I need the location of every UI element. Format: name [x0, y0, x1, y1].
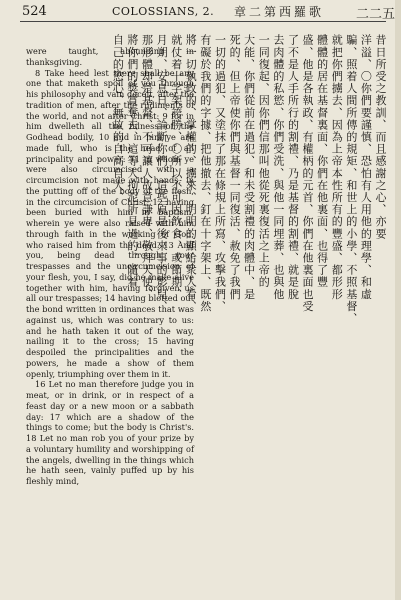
- chinese-column: 洋溢、〇你們要謹慎、恐怕有人用他的理學、和虛: [359, 34, 373, 301]
- page-edge: [395, 0, 401, 600]
- chinese-text-block: [111, 34, 387, 594]
- english-paragraph: 8 Take heed lest there shall be any one that maketh spoil of you through his philosophy and vain deceit, after the tradition of men, after the rudiments of the world, and not after Christ: 9 for in him dwelleth all the fulness of the Godhead bodily, 10 and in him ye are made full, who is the head of all principality and power: 11 in whom ye were also circumcised with a circumcision not made with hands, in the putting off of the body of the flesh, in the circumcision of Christ; 12 having been buried with him in baptism, wherein ye were also raised with him through faith in the working of God, who raised him from the dead. 13 And you, being dead through your trespasses and the uncircumcision of your flesh, you, I say, did he make alive together with him, having forgiven us all our trespasses; 14 having blotted out the bond written in ordinances that was against us, which was contrary to us: and he hath taken it out of the way, nailing it to the cross; 15 having despoiled the principalities and the powers, he made a show of them openly, triumphing over them in it.: [26, 67, 194, 379]
- english-paragraph: 16 Let no man therefore judge you in meat, or in drink, or in respect of a feast day or a new moon or a sabbath day: 17 which are a shadow of the things to come; but the body is Christ's. 18 Let no man rob you of your prize by a voluntary humility and worshipping of the angels, dwelling in the things which he hath seen, vainly puffed up by his fleshly mind,: [26, 379, 194, 486]
- chinese-column: 去肉體的私慾、你們受洗、與他一同埋葬、也與他: [271, 34, 285, 301]
- chinese-column: 大能、你們從前在過犯、和未受割禮的肉體中、是: [242, 34, 256, 301]
- chinese-column: 就仗着十字架誇勝、〇所以不可因飲食、或節期、: [169, 34, 183, 301]
- running-title: COLOSSIANS, 2.: [112, 5, 215, 18]
- chinese-column: 體體的居在基督裏面、你們在他裏面、也得了豐: [315, 34, 329, 289]
- chinese-column: 自己的慾心、無故的自高自大、: [111, 34, 125, 204]
- chinese-column: 盛、他是各執政、有權柄的元首、你們在他裏面也受: [301, 34, 315, 313]
- page-number-left: 524: [22, 4, 47, 19]
- chinese-column: 那形體却是基督、不可讓人故意謙卑、敬拜天使、: [140, 34, 154, 301]
- chinese-column: 一同復起、因你們信那叫他從死裏復活之上帝的: [257, 34, 271, 289]
- chinese-column: 月朔、安息日、論斷你們、這些原是後來事的影兒、: [155, 34, 169, 313]
- page-number-right: 二二五: [356, 7, 396, 22]
- header-rule: [20, 21, 386, 22]
- chinese-column: 將一切執政的、掌權的、擄來、明明的顯給衆人看、: [184, 34, 198, 313]
- chinese-running-title: 章二第西羅歌: [234, 5, 325, 19]
- english-paragraph: were taught, abounding in thanksgiving.: [26, 46, 194, 67]
- chinese-column: 騙、照着人間所傳的規矩、和世上的小學、不照基督、: [344, 34, 358, 325]
- chinese-column: 死的、但上帝使你們與基督一同復活、赦免了我們: [228, 34, 242, 301]
- chinese-column: 昔日所受之教訓、而且感謝之心、亦要: [374, 34, 387, 240]
- chinese-column: 一切的過犯、又塗抹了那在條規上所寫、攻擊我們、: [213, 34, 227, 313]
- chinese-column: 就把你們擄去、因為上帝本性所有的豐盛、都形形: [330, 34, 344, 301]
- page-header: [0, 0, 401, 22]
- chinese-column: 有礙於我們的字據、把他撤去、釘在十字架上、既然: [198, 34, 212, 313]
- chinese-column: 將你們的獎賞奪去、這等人拘泥所見過的、隨着: [125, 34, 139, 289]
- chinese-column: 了不是人手所行的割禮、乃是基督的割禮、就是脫: [286, 34, 300, 301]
